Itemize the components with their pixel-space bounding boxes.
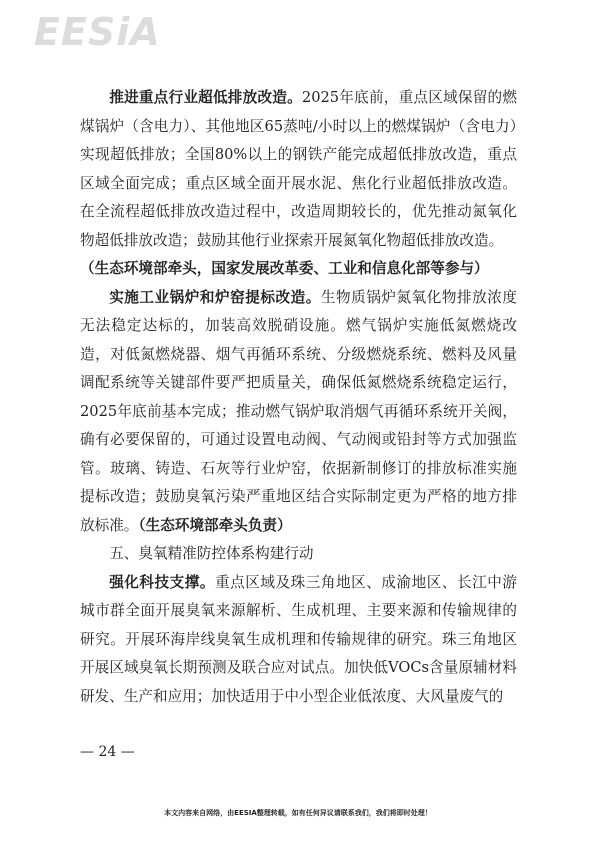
paragraph-lead: 强化科技支撑。 bbox=[109, 573, 216, 591]
eesia-logo: EESiA bbox=[34, 10, 161, 54]
paragraph-lead: 实施工业锅炉和炉窑提标改造。 bbox=[109, 288, 321, 306]
section-title: 五、臭氧精准防控体系构建行动 bbox=[109, 545, 314, 562]
responsibility-note: （生态环境部牵头负责） bbox=[138, 516, 292, 534]
document-body bbox=[80, 84, 517, 711]
page-number: — 24 — bbox=[80, 744, 135, 760]
paragraph-text: 生物质锅炉氮氧化物排放浓度无法稳定达标的，加装高效脱硝设施。燃气锅炉实施低氮燃烧改造，对低氮燃烧器、烟气再循环系统、分级燃烧系统、燃料及风量调配系统等关键部件要严把质量关，确保低氮燃烧系统稳定运行，2025年底前基本完成；推动燃气锅炉取消烟气再循环系统开关阀，确有必要保留的，可通过设置电动阀、气动阀或铅封等方式加强监管。玻璃、铸造、石灰等行业炉窑，依据新制修订的排放标准实施提标改造；鼓励臭氧污染严重地区结合实际制定更为严格的地方排放标准。 bbox=[80, 288, 517, 534]
paragraph-boiler-upgrade bbox=[80, 284, 517, 541]
paragraph-text: 重点区域及珠三角地区、成渝地区、长江中游城市群全面开展臭氧来源解析、生成机理、主要来源和传输规律的研究。开展环海岸线臭氧生成机理和传输规律的研究。珠三角地区开展区域臭氧长期预测及联合应对试点。加快低VOCs含量原辅材料研发、生产和应用；加快适用于中小型企业低浓度、大风量废气的 bbox=[80, 573, 517, 705]
responsibility-note: （生态环境部牵头，国家发展改革委、工业和信息化部等参与） bbox=[80, 260, 489, 277]
paragraph-science-support bbox=[80, 569, 517, 712]
paragraph-text: 2025年底前，重点区域保留的燃煤锅炉（含电力）、其他地区65蒸吨/小时以上的燃煤锅炉（含电力）实现超低排放；全国80%以上的钢铁产能完成超低排放改造，重点区域全面完成；重点区域全面开展水泥、焦化行业超低排放改造。在全流程超低排放改造过程中，改造周期较长的，优先推动氮氧化物超低排放改造；鼓励其他行业探索开展氮氧化物超低排放改造。 bbox=[80, 89, 517, 249]
paragraph-lead: 推进重点行业超低排放改造。 bbox=[109, 89, 302, 106]
paragraph-ultra-low-emission bbox=[80, 84, 517, 255]
disclaimer: 本文内容来自网络，由EESIA整理转载，如有任何异议请联系我们，我们将即时处理！ bbox=[164, 809, 432, 817]
